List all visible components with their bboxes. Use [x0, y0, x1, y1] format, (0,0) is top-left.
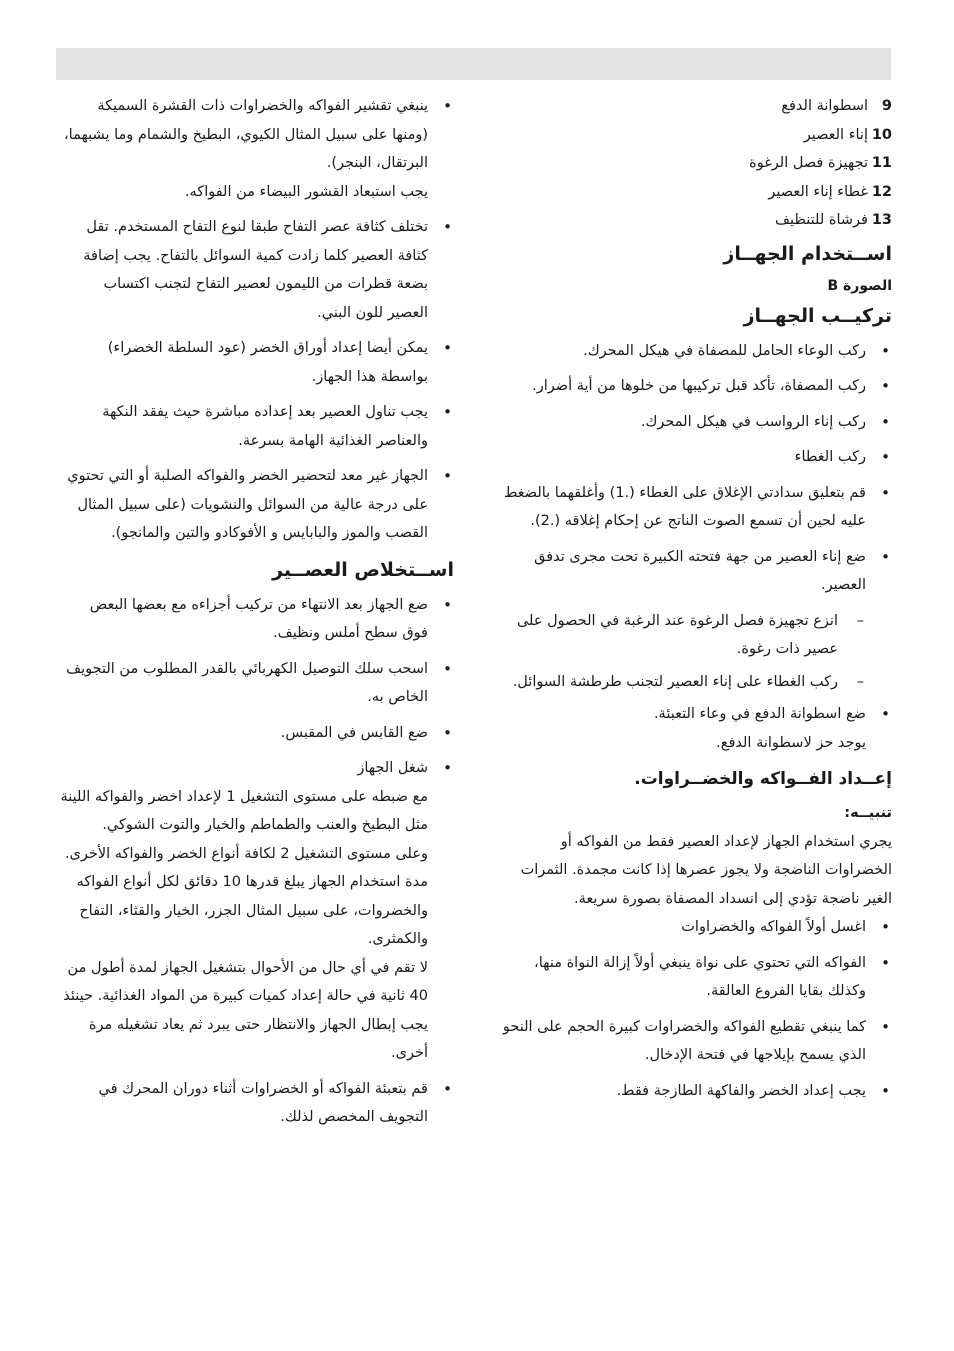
- parts-list-item: [494, 149, 892, 178]
- list-item: • ركب المصفاة، تأكد قبل تركيبها من خلوها من أية أضرار.: [494, 372, 892, 401]
- push-bullet-note: يوجد حز لاسطوانة الدفع.: [716, 734, 866, 751]
- list-item: • يجب تناول العصير بعد إعداده مباشرة حيث يفقد النكهة والعناصر الغذائية الهامة بسرعة.: [60, 398, 454, 455]
- operate-title: • شغل الجهاز: [357, 760, 428, 776]
- part-label: تجهيزة فصل الرغوة: [749, 155, 868, 171]
- list-item: • الفواكه التي تحتوي على نواة ينبغي أولاً إزالة النواة منها، وكذلك بقايا الفروع العالقة.: [494, 949, 892, 1006]
- right-column: [494, 92, 892, 1112]
- extraction-heading: اســتخلاص العصــير: [272, 558, 454, 581]
- assembly-heading: تركيــب الجهــاز: [743, 304, 892, 327]
- dash-item: – انزع تجهيزة فصل الرغوة عند الرغبة في الحصول على عصير ذات رغوة.: [494, 607, 892, 664]
- parts-list: [494, 92, 892, 235]
- assembly-list: [494, 337, 892, 600]
- list-item: • ضع الجهاز بعد الانتهاء من تركيب أجزاءه مع بعضها البعض فوق سطح أملس ونظيف.: [60, 591, 454, 648]
- note-title: تنبيــه:: [844, 805, 892, 821]
- prep-heading: إعــداد الفــواكه والخضــراوات.: [634, 769, 892, 789]
- dash-list: [494, 607, 892, 697]
- part-number: 10: [871, 126, 892, 143]
- part-number: 13: [871, 212, 892, 228]
- list-item: • ركب إناء الرواسب في هيكل المحرك.: [494, 408, 892, 437]
- part-number: 11: [871, 155, 892, 171]
- part-label: فرشاة للتنظيف: [775, 212, 868, 228]
- list-item: [60, 92, 454, 206]
- operate-p1: مع ضبطه على مستوى التشغيل 1 لإعداد اخضر والفواكه اللينة مثل البطيخ والعنب والطماطم والخيار والتوت الشوكي.: [60, 788, 428, 833]
- part-label: اسطوانة الدفع: [781, 98, 868, 114]
- push-bullet-text: • ضع اسطوانة الدفع في وعاء التعبئة.: [653, 706, 866, 722]
- usage-heading: اســتخدام الجهــاز: [723, 242, 892, 265]
- list-item: • الجهاز غير معد لتحضير الخضر والفواكه الصلبة أو التي تحتوي على درجة عالية من السوائل والنشويات (على سبيل المثال القصب والموز والبابايس و الأفوكادو والتين والمانجو).: [60, 462, 454, 548]
- list-item: • يجب إعداد الخضر والفاكهة الطازجة فقط.: [494, 1077, 892, 1106]
- operate-p3: مدة استخدام الجهاز يبلغ قدرها 10 دقائق لكل أنواع الفواكه والخضروات، على سبيل المثال الجزر، الخيار والقثاء، التفاح والكمثرى.: [76, 874, 428, 947]
- push-list: [494, 700, 892, 757]
- parts-list-item: [494, 92, 892, 121]
- list-item: • قم بتعبئة الفواكه أو الخضراوات أثناء دوران المحرك في التجويف المخصص لذلك.: [60, 1075, 454, 1132]
- list-item: • ركب الغطاء: [494, 443, 892, 472]
- parts-list-item: [494, 178, 892, 207]
- tip-text: • ينبغي تقشير الفواكه والخضراوات ذات القشرة السميكة (ومنها على سبيل المثال الكيوي، البطيخ والشمام وما يشبهما، البرتقال، البنجر).: [63, 98, 428, 171]
- prep-tips-list: [60, 92, 454, 548]
- note-text: يجري استخدام الجهاز لإعداد العصير فقط من الفواكه أو الخضراوات الناضجة ولا يجوز عصرها إذا كانت مجمدة. الثمرات الغير ناضجة تؤدي إلى انسداد المصفاة بصورة سريعة.: [520, 833, 892, 907]
- prep-list: [494, 913, 892, 1105]
- list-item: • ضع القابس في المقبس.: [60, 719, 454, 748]
- list-item: • اسحب سلك التوصيل الكهربائي بالقدر المطلوب من التجويف الخاص به.: [60, 655, 454, 712]
- list-item: • كما ينبغي تقطيع الفواكه والخضراوات كبيرة الحجم على النحو الذي يسمح بإيلاجها في فتحة الإدخال.: [494, 1013, 892, 1070]
- part-number: 12: [871, 183, 892, 200]
- list-item: • تختلف كثافة عصر التفاح طبقا لنوع التفاح المستخدم. تقل كثافة العصير كلما زادت كمية السوائل بالتفاح. يجب إضافة بضعة قطرات من الليمون لعصير التفاح لتجنب اكتساب العصير للون البني.: [60, 213, 454, 327]
- dash-item: – ركب الغطاء على إناء العصير لتجنب طرطشة السوائل.: [494, 668, 892, 697]
- list-item: • يمكن أيضا إعداد أوراق الخضر (عود السلطة الخضراء) بواسطة هذا الجهاز.: [60, 334, 454, 391]
- parts-list-item: [494, 121, 892, 150]
- tip-extra: يجب استبعاد القشور البيضاء من الفواكه.: [184, 183, 428, 200]
- part-label: غطاء إناء العصير: [768, 183, 868, 200]
- extraction-list: [60, 591, 454, 1132]
- list-item: • اغسل أولاً الفواكه والخضراوات: [494, 913, 892, 942]
- operate-p4: لا تقم في أي حال من الأحوال بتشغيل الجهاز لمدة أطول من 40 ثانية في حالة إعداد كميات كبيرة من المواد الغذائية. حينئذ يجب إبطال الجهاز والانتظار حتى يبرد ثم يعاد تشغيله مرة أخرى.: [63, 959, 428, 1061]
- parts-list-item: [494, 206, 892, 235]
- operate-p2: وعلى مستوى التشغيل 2 لكافة أنواع الخضر والفواكه الأخرى.: [64, 845, 428, 862]
- list-item: [494, 700, 892, 757]
- figure-label: الصورة B: [827, 277, 892, 294]
- left-column: [60, 92, 454, 1139]
- header-bar: [56, 48, 891, 80]
- list-item: • قم بتعليق سدادتي الإغلاق على الغطاء (.1) وأغلقهما بالضغط عليه لحين أن تسمع الصوت الناتج عن إحكام إغلاقه (.2).: [494, 479, 892, 536]
- part-label: إناء العصير: [803, 126, 868, 143]
- list-item: [60, 754, 454, 1068]
- list-item: • ضع إناء العصير من جهة فتحته الكبيرة تحت مجرى تدفق العصير.: [494, 543, 892, 600]
- part-number: 9: [881, 98, 892, 114]
- list-item: • ركب الوعاء الحامل للمصفاة في هيكل المحرك.: [494, 337, 892, 366]
